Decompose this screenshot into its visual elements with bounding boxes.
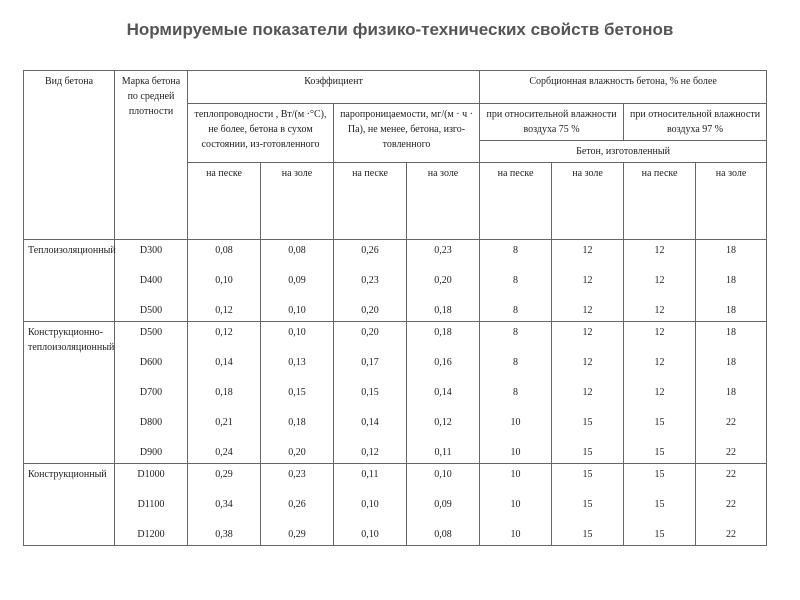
value-cell (696, 322, 767, 464)
table-value: 18 (726, 357, 737, 368)
table-value: 18 (726, 305, 737, 316)
value-cell (334, 464, 407, 546)
subheader-sand: на песке (480, 163, 552, 240)
properties-table (23, 70, 767, 546)
table-value: 22 (726, 417, 737, 428)
grade-value: D1100 (137, 499, 165, 510)
value-cell (480, 464, 552, 546)
value-cell (334, 322, 407, 464)
table-value: 12 (654, 275, 665, 286)
table-value: 15 (582, 499, 593, 510)
table-value: 0,26 (361, 245, 379, 256)
table-value: 10 (510, 529, 521, 540)
table-value: 0,18 (434, 327, 452, 338)
table-value: 22 (726, 529, 737, 540)
value-cell (188, 240, 261, 322)
table-value: 0,10 (288, 327, 306, 338)
table-value: 0,29 (288, 529, 306, 540)
table-value: 0,10 (215, 275, 233, 286)
table-value: 0,20 (434, 275, 452, 286)
table-value: 0,08 (215, 245, 233, 256)
table-value: 10 (510, 469, 521, 480)
table-value: 0,10 (288, 305, 306, 316)
table-value: 0,20 (361, 305, 379, 316)
value-cell (480, 322, 552, 464)
table-value: 22 (726, 447, 737, 458)
subheader-ash: на золе (261, 163, 334, 240)
table-value: 0,23 (434, 245, 452, 256)
table-row (24, 240, 767, 322)
value-cell (696, 464, 767, 546)
table-value: 0,21 (215, 417, 233, 428)
table-value: 12 (582, 357, 593, 368)
value-cell (188, 322, 261, 464)
table-value: 18 (726, 275, 737, 286)
table-value: 0,08 (288, 245, 306, 256)
table-value: 0,18 (434, 305, 452, 316)
table-value: 0,12 (215, 327, 233, 338)
table-value: 10 (510, 447, 521, 458)
header-humidity-75: при относительной влажности воздуха 75 % (480, 104, 624, 141)
value-cell (407, 322, 480, 464)
table-value: 15 (654, 529, 665, 540)
table-value: 0,23 (361, 275, 379, 286)
value-cell (334, 240, 407, 322)
table-value: 12 (654, 387, 665, 398)
table-value: 18 (726, 327, 737, 338)
table-value: 15 (582, 469, 593, 480)
grade-value: D500 (139, 327, 163, 338)
table-value: 0,15 (288, 387, 306, 398)
header-humidity-97: при относительной влажности воздуха 97 % (624, 104, 767, 141)
table-value: 0,17 (361, 357, 379, 368)
grade-value: D500 (139, 305, 163, 316)
table-value: 12 (654, 305, 665, 316)
grade-cell (115, 240, 188, 322)
header-sorption: Сорбционная влажность бетона, % не более (480, 71, 767, 104)
value-cell (407, 464, 480, 546)
grade-value: D700 (139, 387, 163, 398)
table-value: 12 (582, 245, 593, 256)
table-value: 0,23 (288, 469, 306, 480)
subheader-sand: на песке (334, 163, 407, 240)
table-value: 0,10 (434, 469, 452, 480)
table-value: 15 (654, 417, 665, 428)
value-cell (188, 464, 261, 546)
value-cell (261, 322, 334, 464)
table-value: 22 (726, 499, 737, 510)
table-value: 0,18 (288, 417, 306, 428)
value-cell (624, 322, 696, 464)
value-cell (696, 240, 767, 322)
table-value: 8 (513, 387, 519, 398)
grade-value: D900 (139, 447, 163, 458)
table-value: 15 (582, 529, 593, 540)
table-value: 0,14 (215, 357, 233, 368)
subheader-sand: на песке (188, 163, 261, 240)
grade-value: D300 (139, 245, 163, 256)
grade-value: D1000 (137, 469, 165, 480)
concrete-type-cell: Теплоизоляционный (24, 240, 115, 322)
table-value: 12 (654, 357, 665, 368)
page-title: Нормируемые показатели физико-технических свойств бетонов (126, 20, 674, 39)
table-value: 8 (513, 275, 519, 286)
header-type: Вид бетона (24, 71, 115, 240)
table-value: 18 (726, 387, 737, 398)
table-value: 8 (513, 357, 519, 368)
header-vapor: паропроницаемости, мг/(м · ч · Па), не менее, бетона, изго-товленного (334, 104, 480, 163)
table-value: 15 (582, 447, 593, 458)
table-value: 15 (654, 469, 665, 480)
value-cell (552, 240, 624, 322)
table-value: 0,10 (361, 529, 379, 540)
table-value: 0,24 (215, 447, 233, 458)
table-value: 12 (654, 327, 665, 338)
table-value: 8 (513, 327, 519, 338)
table-value: 0,13 (288, 357, 306, 368)
table-value: 15 (654, 447, 665, 458)
subheader-ash: на золе (696, 163, 767, 240)
table-value: 22 (726, 469, 737, 480)
table-value: 10 (510, 417, 521, 428)
value-cell (480, 240, 552, 322)
table-value: 12 (582, 387, 593, 398)
value-cell (261, 240, 334, 322)
header-thermal: теплопроводности , Вт/(м ·°С), не более, бетона в сухом состоянии, из-готовленного (188, 104, 334, 163)
table-value: 0,20 (288, 447, 306, 458)
table-value: 15 (654, 499, 665, 510)
grade-value: D600 (139, 357, 163, 368)
subheader-ash: на золе (407, 163, 480, 240)
header-grade: Марка бетона по средней плотности (115, 71, 188, 240)
table-row (24, 322, 767, 464)
concrete-type-cell: Конструкционный (24, 464, 115, 546)
table-value: 12 (654, 245, 665, 256)
table-value: 0,29 (215, 469, 233, 480)
table-value: 0,15 (361, 387, 379, 398)
value-cell (624, 240, 696, 322)
concrete-type-cell: Конструкционно-теплоизоляционный (24, 322, 115, 464)
grade-value: D400 (139, 275, 163, 286)
table-value: 0,12 (215, 305, 233, 316)
grade-value: D800 (139, 417, 163, 428)
table-value: 12 (582, 305, 593, 316)
value-cell (407, 240, 480, 322)
table-value: 15 (582, 417, 593, 428)
grade-value: D1200 (137, 529, 165, 540)
header-coefficient: Коэффициент (188, 71, 480, 104)
table-value: 0,18 (215, 387, 233, 398)
table-value: 0,09 (288, 275, 306, 286)
table-value: 0,14 (361, 417, 379, 428)
table-value: 0,12 (361, 447, 379, 458)
table-value: 18 (726, 245, 737, 256)
table-value: 0,11 (434, 447, 452, 458)
subheader-ash: на золе (552, 163, 624, 240)
value-cell (624, 464, 696, 546)
header-made: Бетон, изготовленный (480, 141, 767, 163)
table-value: 12 (582, 275, 593, 286)
value-cell (552, 464, 624, 546)
table-value: 12 (582, 327, 593, 338)
grade-cell (115, 464, 188, 546)
table-value: 0,09 (434, 499, 452, 510)
table-value: 0,12 (434, 417, 452, 428)
table-value: 10 (510, 499, 521, 510)
table-value: 0,10 (361, 499, 379, 510)
grade-cell (115, 322, 188, 464)
table-value: 8 (513, 305, 519, 316)
table-value: 0,20 (361, 327, 379, 338)
table-value: 0,38 (215, 529, 233, 540)
table-value: 8 (513, 245, 519, 256)
table-value: 0,11 (361, 469, 379, 480)
table-value: 0,26 (288, 499, 306, 510)
value-cell (261, 464, 334, 546)
table-row (24, 464, 767, 546)
table-value: 0,34 (215, 499, 233, 510)
value-cell (552, 322, 624, 464)
table-value: 0,14 (434, 387, 452, 398)
table-value: 0,16 (434, 357, 452, 368)
table-value: 0,08 (434, 529, 452, 540)
subheader-sand: на песке (624, 163, 696, 240)
